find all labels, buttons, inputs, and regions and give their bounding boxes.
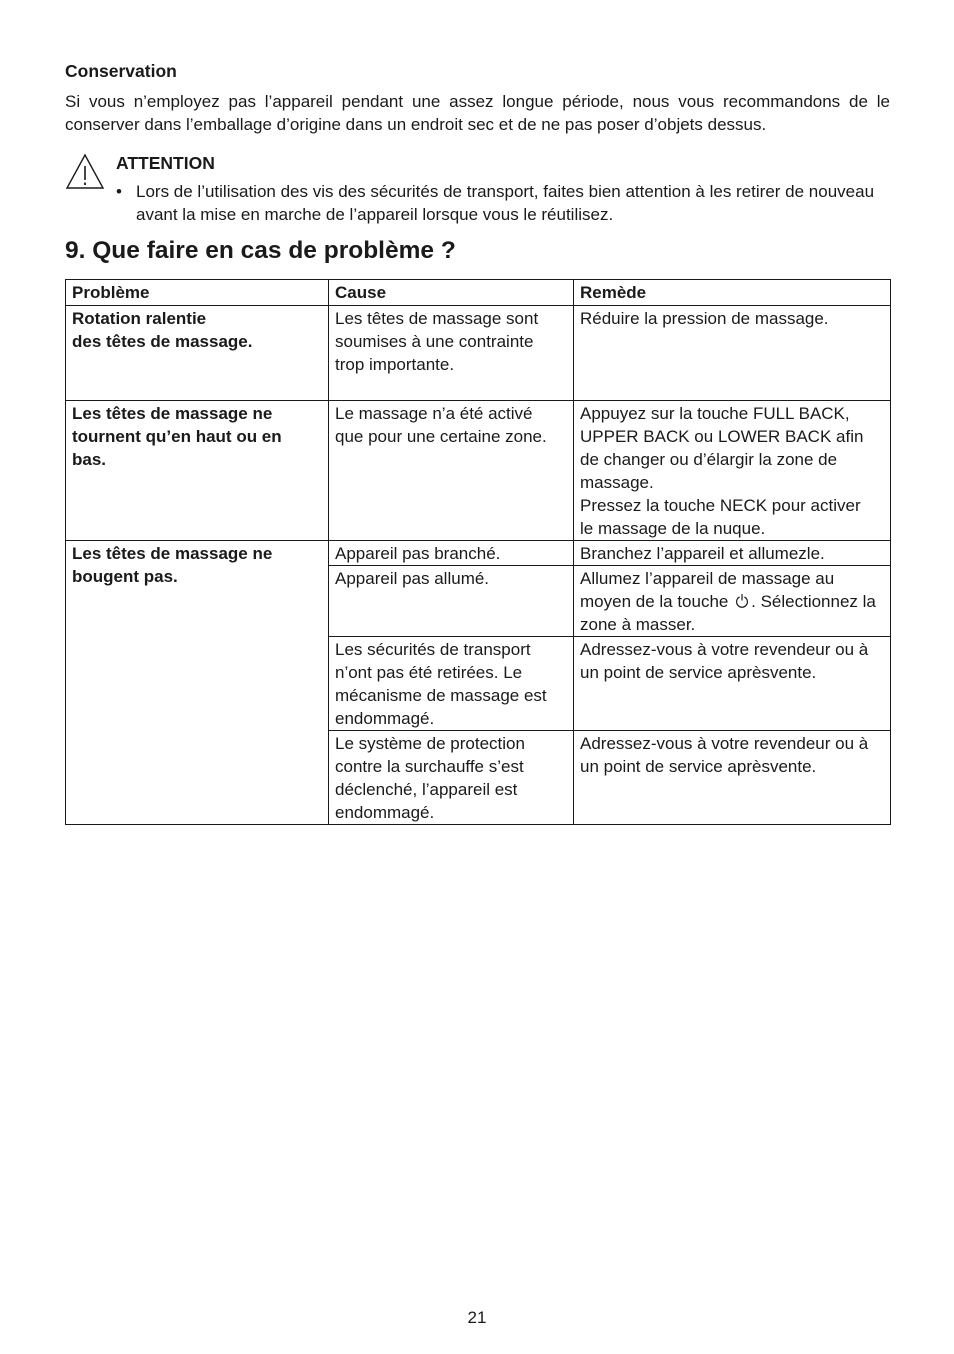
cause-line: Les sécurités de transport [335,640,531,659]
remedy-text: . Sélectionnez la [751,592,876,611]
cause-line: Les têtes de massage sont [335,309,539,328]
remedy-line: Adressez-vous à votre revendeur ou à [580,640,869,659]
remedy-line: Pressez la touche NECK pour activer [580,496,861,515]
table-row [66,306,891,401]
cause-line: déclenché, l’appareil est [335,780,518,799]
remedy-line: le massage de la nuque. [580,519,766,538]
remedy-cell [574,541,891,566]
remedy-line: Branchez l’appareil et allumezle. [580,544,825,563]
remedy-cell [574,731,891,825]
cause-cell [329,401,574,541]
conservation-title: Conservation [65,61,177,81]
remedy-line: Allumez l’appareil de massage au [580,569,835,588]
remedy-line: un point de service aprèsvente. [580,757,817,776]
remedy-cell [574,566,891,637]
problem-line: bougent pas. [72,567,178,586]
remedy-text: moyen de la touche [580,592,729,611]
cause-line: Le massage n’a été activé [335,404,533,423]
problem-line: bas. [72,450,107,469]
troubleshooting-table [65,279,891,825]
cause-line: n’ont pas été retirées. Le [335,663,523,682]
remedy-line: massage. [580,473,654,492]
cause-cell [329,637,574,731]
remedy-cell [574,637,891,731]
table-row [66,541,891,566]
remedy-line: Appuyez sur la touche FULL BACK, [580,404,850,423]
attention-title: ATTENTION [116,153,215,173]
section-heading: 9. Que faire en cas de problème ? [65,237,456,264]
remedy-line: un point de service aprèsvente. [580,663,817,682]
problem-line: Les têtes de massage ne [72,404,273,423]
problem-cell [66,401,329,541]
header-remedy: Remède [574,280,891,306]
attention-item [116,180,890,226]
remedy-line: UPPER BACK ou LOWER BACK afin [580,427,864,446]
cause-cell [329,566,574,637]
warning-triangle-icon [65,152,105,192]
remedy-line: Adressez-vous à votre revendeur ou à [580,734,869,753]
problem-cell [66,541,329,825]
remedy-cell [574,306,891,401]
cause-line: mécanisme de massage est [335,686,547,705]
cause-line: trop importante. [335,355,455,374]
cause-line: endommagé. [335,709,435,728]
cause-cell [329,541,574,566]
problem-line: Rotation ralentie [72,309,207,328]
cause-line: endommagé. [335,803,435,822]
conservation-text: Si vous n’employez pas l’appareil pendant une assez longue période, nous vous recommandons de le conserver dans l’emballage d’origine dans un endroit sec et de ne pas poser d’objets dessus. [65,92,890,134]
cause-line: Le système de protection [335,734,525,753]
remedy-cell [574,401,891,541]
remedy-line [580,590,884,613]
problem-line: tournent qu’en haut ou en [72,427,282,446]
header-cause: Cause [329,280,574,306]
cause-cell [329,731,574,825]
attention-list [116,180,890,226]
cause-line: que pour une certaine zone. [335,427,547,446]
bullet: • [116,182,122,201]
problem-line: des têtes de massage. [72,332,253,351]
remedy-line: de changer ou d’élargir la zone de [580,450,838,469]
table-row [66,401,891,541]
cause-line: contre la surchauffe s’est [335,757,524,776]
table-header-row [66,280,891,306]
problem-line: Les têtes de massage ne [72,544,273,563]
attention-item-text: Lors de l’utilisation des vis des sécurités de transport, faites bien attention à les retirer de nouveau avant la mise en marche de l’appareil lorsque vous le réutilisez. [136,182,875,224]
remedy-line: Réduire la pression de massage. [580,309,829,328]
cause-line: Appareil pas branché. [335,544,501,563]
page-number: 21 [467,1308,487,1327]
cause-line: soumises à une contrainte [335,332,534,351]
power-icon [735,593,749,609]
header-problem: Problème [66,280,329,306]
cause-cell [329,306,574,401]
cause-line: Appareil pas allumé. [335,569,490,588]
problem-cell [66,306,329,401]
remedy-line: zone à masser. [580,615,696,634]
